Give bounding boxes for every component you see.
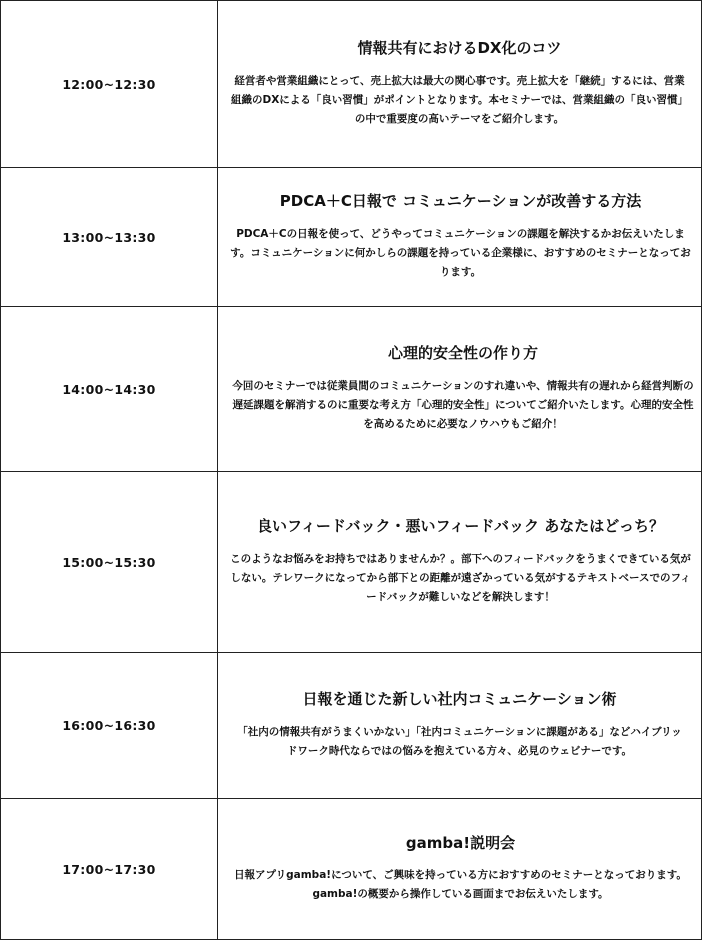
session-row [1, 472, 702, 653]
session-content [218, 307, 702, 471]
session-title: PDCA＋C日報で コミュニケーションが改善する方法 [279, 192, 642, 211]
session-title: 日報を通じた新しい社内コミュニケーション術 [302, 690, 617, 709]
session-time: 14:00~14:30 [1, 307, 218, 471]
session-time: 16:00~16:30 [1, 653, 218, 798]
session-row [1, 168, 702, 307]
session-content [218, 653, 701, 798]
session-time: 12:00~12:30 [1, 1, 218, 167]
session-description: 「社内の情報共有がうまくいかない」「社内コミュニケーションに課題がある」などハイブリッドワーク時代ならではの悩みを抱えている方々、必見のウェビナーです。 [237, 725, 682, 757]
session-time: 17:00~17:30 [1, 799, 218, 939]
session-description: 今回のセミナーでは従業員間のコミュニケーションのすれ違いや、情報共有の遅れから経営判断の遅延課題を解消するのに重要な考え方「心理的安全性」についてご紹介いたします。心理的安全性を高めるために必要なノウハウもご紹介！ [232, 379, 694, 430]
session-title: 情報共有におけるDX化のコツ [357, 39, 562, 58]
session-time: 15:00~15:30 [1, 472, 218, 652]
session-title: 良いフィードバック・悪いフィードバック あなたはどっち？ [257, 517, 664, 536]
session-content [218, 168, 702, 306]
session-row [1, 1, 702, 168]
session-row [1, 653, 702, 799]
session-content [218, 1, 701, 167]
session-row [1, 799, 702, 940]
session-title: gamba!説明会 [405, 833, 516, 852]
session-content [218, 472, 702, 652]
session-title: 心理的安全性の作り方 [387, 344, 538, 363]
session-row [1, 307, 702, 472]
session-time: 13:00~13:30 [1, 168, 218, 306]
session-content [218, 799, 702, 939]
session-description: 経営者や営業組織にとって、売上拡大は最大の関心事です。売上拡大を「継続」するには、営業組織のDXによる「良い習慣」がポイントとなります。本セミナーでは、営業組織の「良い習慣」の中で重要度の高いテーマをご紹介します。 [231, 74, 688, 125]
session-description: PDCA＋Cの日報を使って、どうやってコミュニケーションの課題を解決するかお伝えいたします。コミュニケーションに何かしらの課題を持っている企業様に、おすすめのセミナーとなっております。 [230, 227, 691, 278]
session-description: このようなお悩みをお持ちではありませんか？。部下へのフィードバックをうまくできている気がしない。テレワークになってから部下との距離が遠ざかっている気がするテキストベースでのフィードバックが難しいなどを解決します！ [230, 552, 691, 603]
session-description: 日報アプリgamba!について、ご興味を持っている方におすすめのセミナーとなっております。gamba!の概要から操作している画面までお伝えいたします。 [234, 869, 687, 901]
